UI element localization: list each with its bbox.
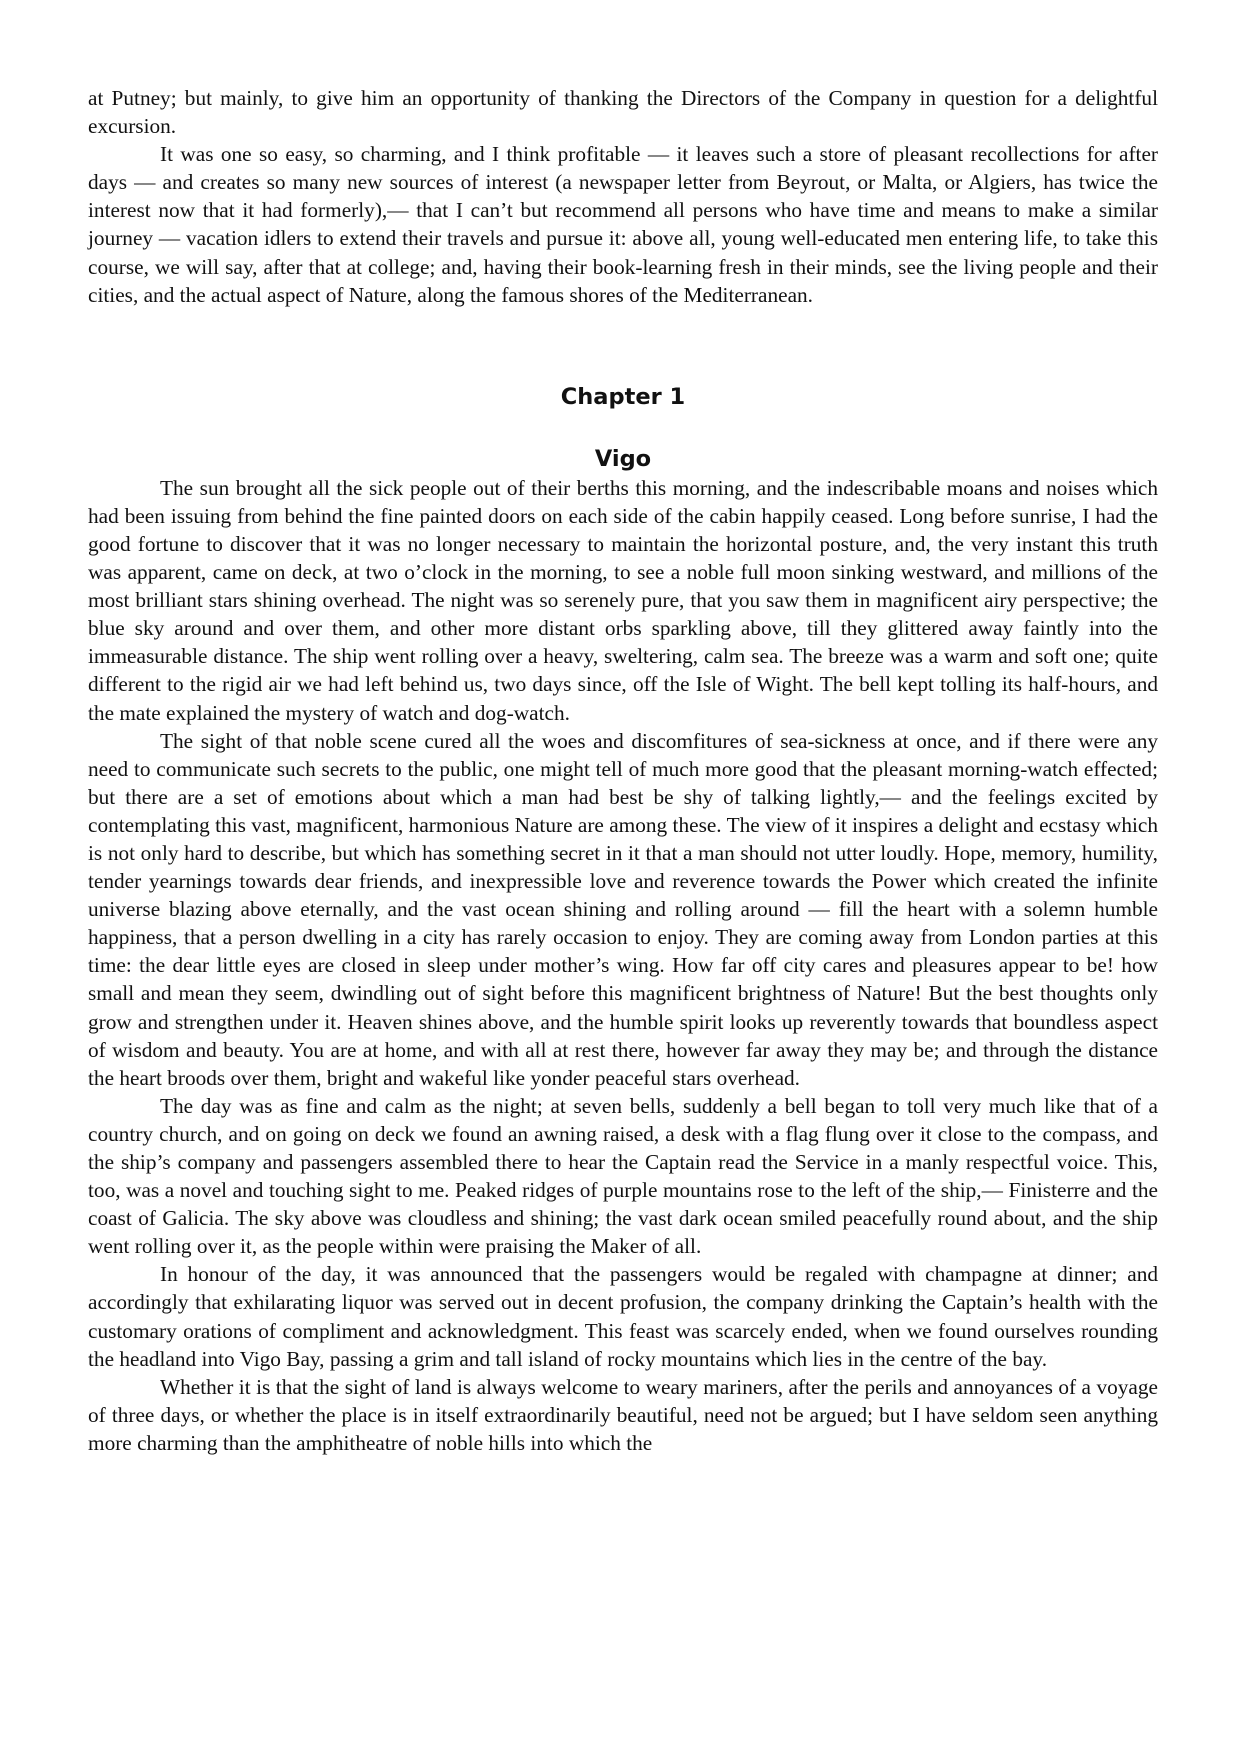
body-paragraph: The day was as fine and calm as the night; at seven bells, suddenly a bell began to toll very much like that of a country church, and on going on deck we found an awning raised, a desk with a flag flung over it close to the compass, and the ship’s company and passengers assembled there to hear the Captain read the Service in a manly respectful voice. This, too, was a novel and touching sight to me. Peaked ridges of purple mountains rose to the left of the ship,— Finisterre and the coast of Galicia. The sky above was cloudless and shining; the vast dark ocean smiled peacefully round about, and the ship went rolling over it, as the people within were praising the Maker of all.	[88, 1093, 1158, 1259]
intro-paragraph-continued: at Putney; but mainly, to give him an opportunity of thanking the Directors of the Company in question for a delightful excursion.	[88, 86, 1158, 139]
book-page	[88, 84, 1158, 1457]
intro-paragraph: It was one so easy, so charming, and I think profitable — it leaves such a store of pleasant recollections for after days — and creates so many new sources of interest (a newspaper letter from Beyrout, or Malta, or Algiers, has twice the interest now that it had formerly),— that I can’t but recommend all persons who have time and means to make a similar journey — vacation idlers to extend their travels and pursue it: above all, young well-educated men entering life, to take this course, we will say, after that at college; and, having their book-learning fresh in their minds, see the living people and their cities, and the actual aspect of Nature, along the famous shores of the Mediterranean.	[88, 142, 1158, 307]
body-paragraph: The sun brought all the sick people out of their berths this morning, and the indescribable moans and noises which had been issuing from behind the fine painted doors on each side of the cabin happily ceased. Long before sunrise, I had the good fortune to discover that it was no longer necessary to maintain the horizontal posture, and, the very instant this truth was apparent, came on deck, at two o’clock in the morning, to see a noble full moon sinking westward, and millions of the most brilliant stars shining overhead. The night was so serenely pure, that you saw them in magnificent airy perspective; the blue sky around and over them, and other more distant orbs sparkling above, till they glittered away faintly into the immeasurable distance. The ship went rolling over a heavy, sweltering, calm sea. The breeze was a warm and soft one; quite different to the rigid air we had left behind us, two days since, off the Isle of Wight. The bell kept tolling its half-hours, and the mate explained the mystery of watch and dog-watch.	[88, 475, 1158, 725]
chapter-title: Vigo	[594, 445, 652, 472]
body-paragraph: In honour of the day, it was announced that the passengers would be regaled with champagne at dinner; and accordingly that exhilarating liquor was served out in decent profusion, the company drinking the Captain’s health with the customary orations of compliment and acknowledgment. This feast was scarcely ended, when we found ourselves rounding the headland into Vigo Bay, passing a grim and tall island of rocky mountains which lies in the centre of the bay.	[88, 1262, 1158, 1371]
chapter-number: Chapter 1	[560, 383, 686, 410]
body-paragraph: The sight of that noble scene cured all the woes and discomfitures of sea-sickness at once, and if there were any need to communicate such secrets to the public, one might tell of much more good that the pleasant morning-watch effected; but there are a set of emotions about which a man had best be shy of talking lightly,— and the feelings excited by contemplating this vast, magnificent, harmonious Nature are among these. The view of it inspires a delight and ecstasy which is not only hard to describe, but which has something secret in it that a man should not utter loudly. Hope, memory, humility, tender yearnings towards dear friends, and inexpressible love and reverence towards the Power which created the infinite universe blazing above eternally, and the vast ocean shining and rolling around — fill the heart with a solemn humble happiness, that a person dwelling in a city has rarely occasion to enjoy. They are coming away from London parties at this time: the dear little eyes are closed in sleep under mother’s wing. How far off city cares and pleasures appear to be! how small and mean they seem, dwindling out of sight before this magnificent brightness of Nature! But the best thoughts only grow and strengthen under it. Heaven shines above, and the humble spirit looks up reverently towards that boundless aspect of wisdom and beauty. You are at home, and with all at rest there, however far away they may be; and through the distance the heart broods over them, bright and wakeful like yonder peaceful stars overhead.	[88, 728, 1158, 1090]
body-paragraph-continues: Whether it is that the sight of land is always welcome to weary mariners, after the perils and annoyances of a voyage of three days, or whether the place is in itself extraordinarily beautiful, need not be argued; but I have seldom seen anything more charming than the amphitheatre of noble hills into which the	[88, 1374, 1158, 1455]
